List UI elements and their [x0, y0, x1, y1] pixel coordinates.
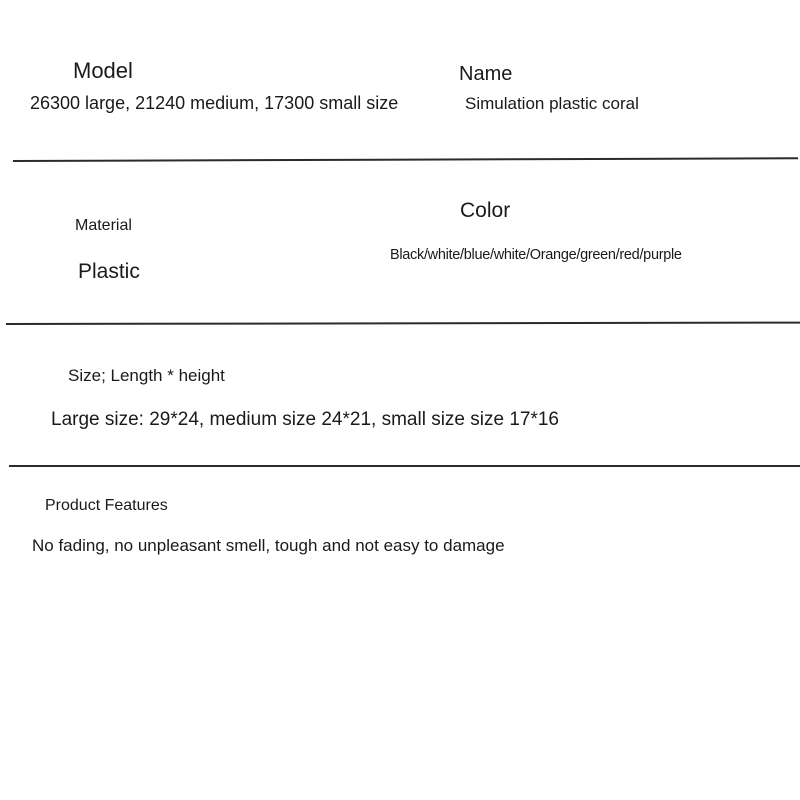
material-value: Plastic: [78, 260, 140, 283]
name-value: Simulation plastic coral: [465, 94, 639, 113]
material-heading: Material: [75, 217, 132, 234]
size-value: Large size: 29*24, medium size 24*21, small size size 17*16: [51, 409, 559, 430]
color-value: Black/white/blue/white/Orange/green/red/purple: [390, 247, 682, 263]
model-value: 26300 large, 21240 medium, 17300 small size: [30, 93, 399, 113]
section-divider: [6, 322, 800, 325]
color-heading: Color: [460, 199, 511, 222]
section-divider: [9, 465, 800, 467]
features-value: No fading, no unpleasant smell, tough and not easy to damage: [32, 536, 505, 555]
name-heading: Name: [459, 63, 513, 85]
features-heading: Product Features: [45, 497, 168, 514]
model-heading: Model: [73, 58, 133, 83]
size-heading: Size; Length * height: [68, 366, 225, 385]
section-divider: [13, 157, 798, 162]
